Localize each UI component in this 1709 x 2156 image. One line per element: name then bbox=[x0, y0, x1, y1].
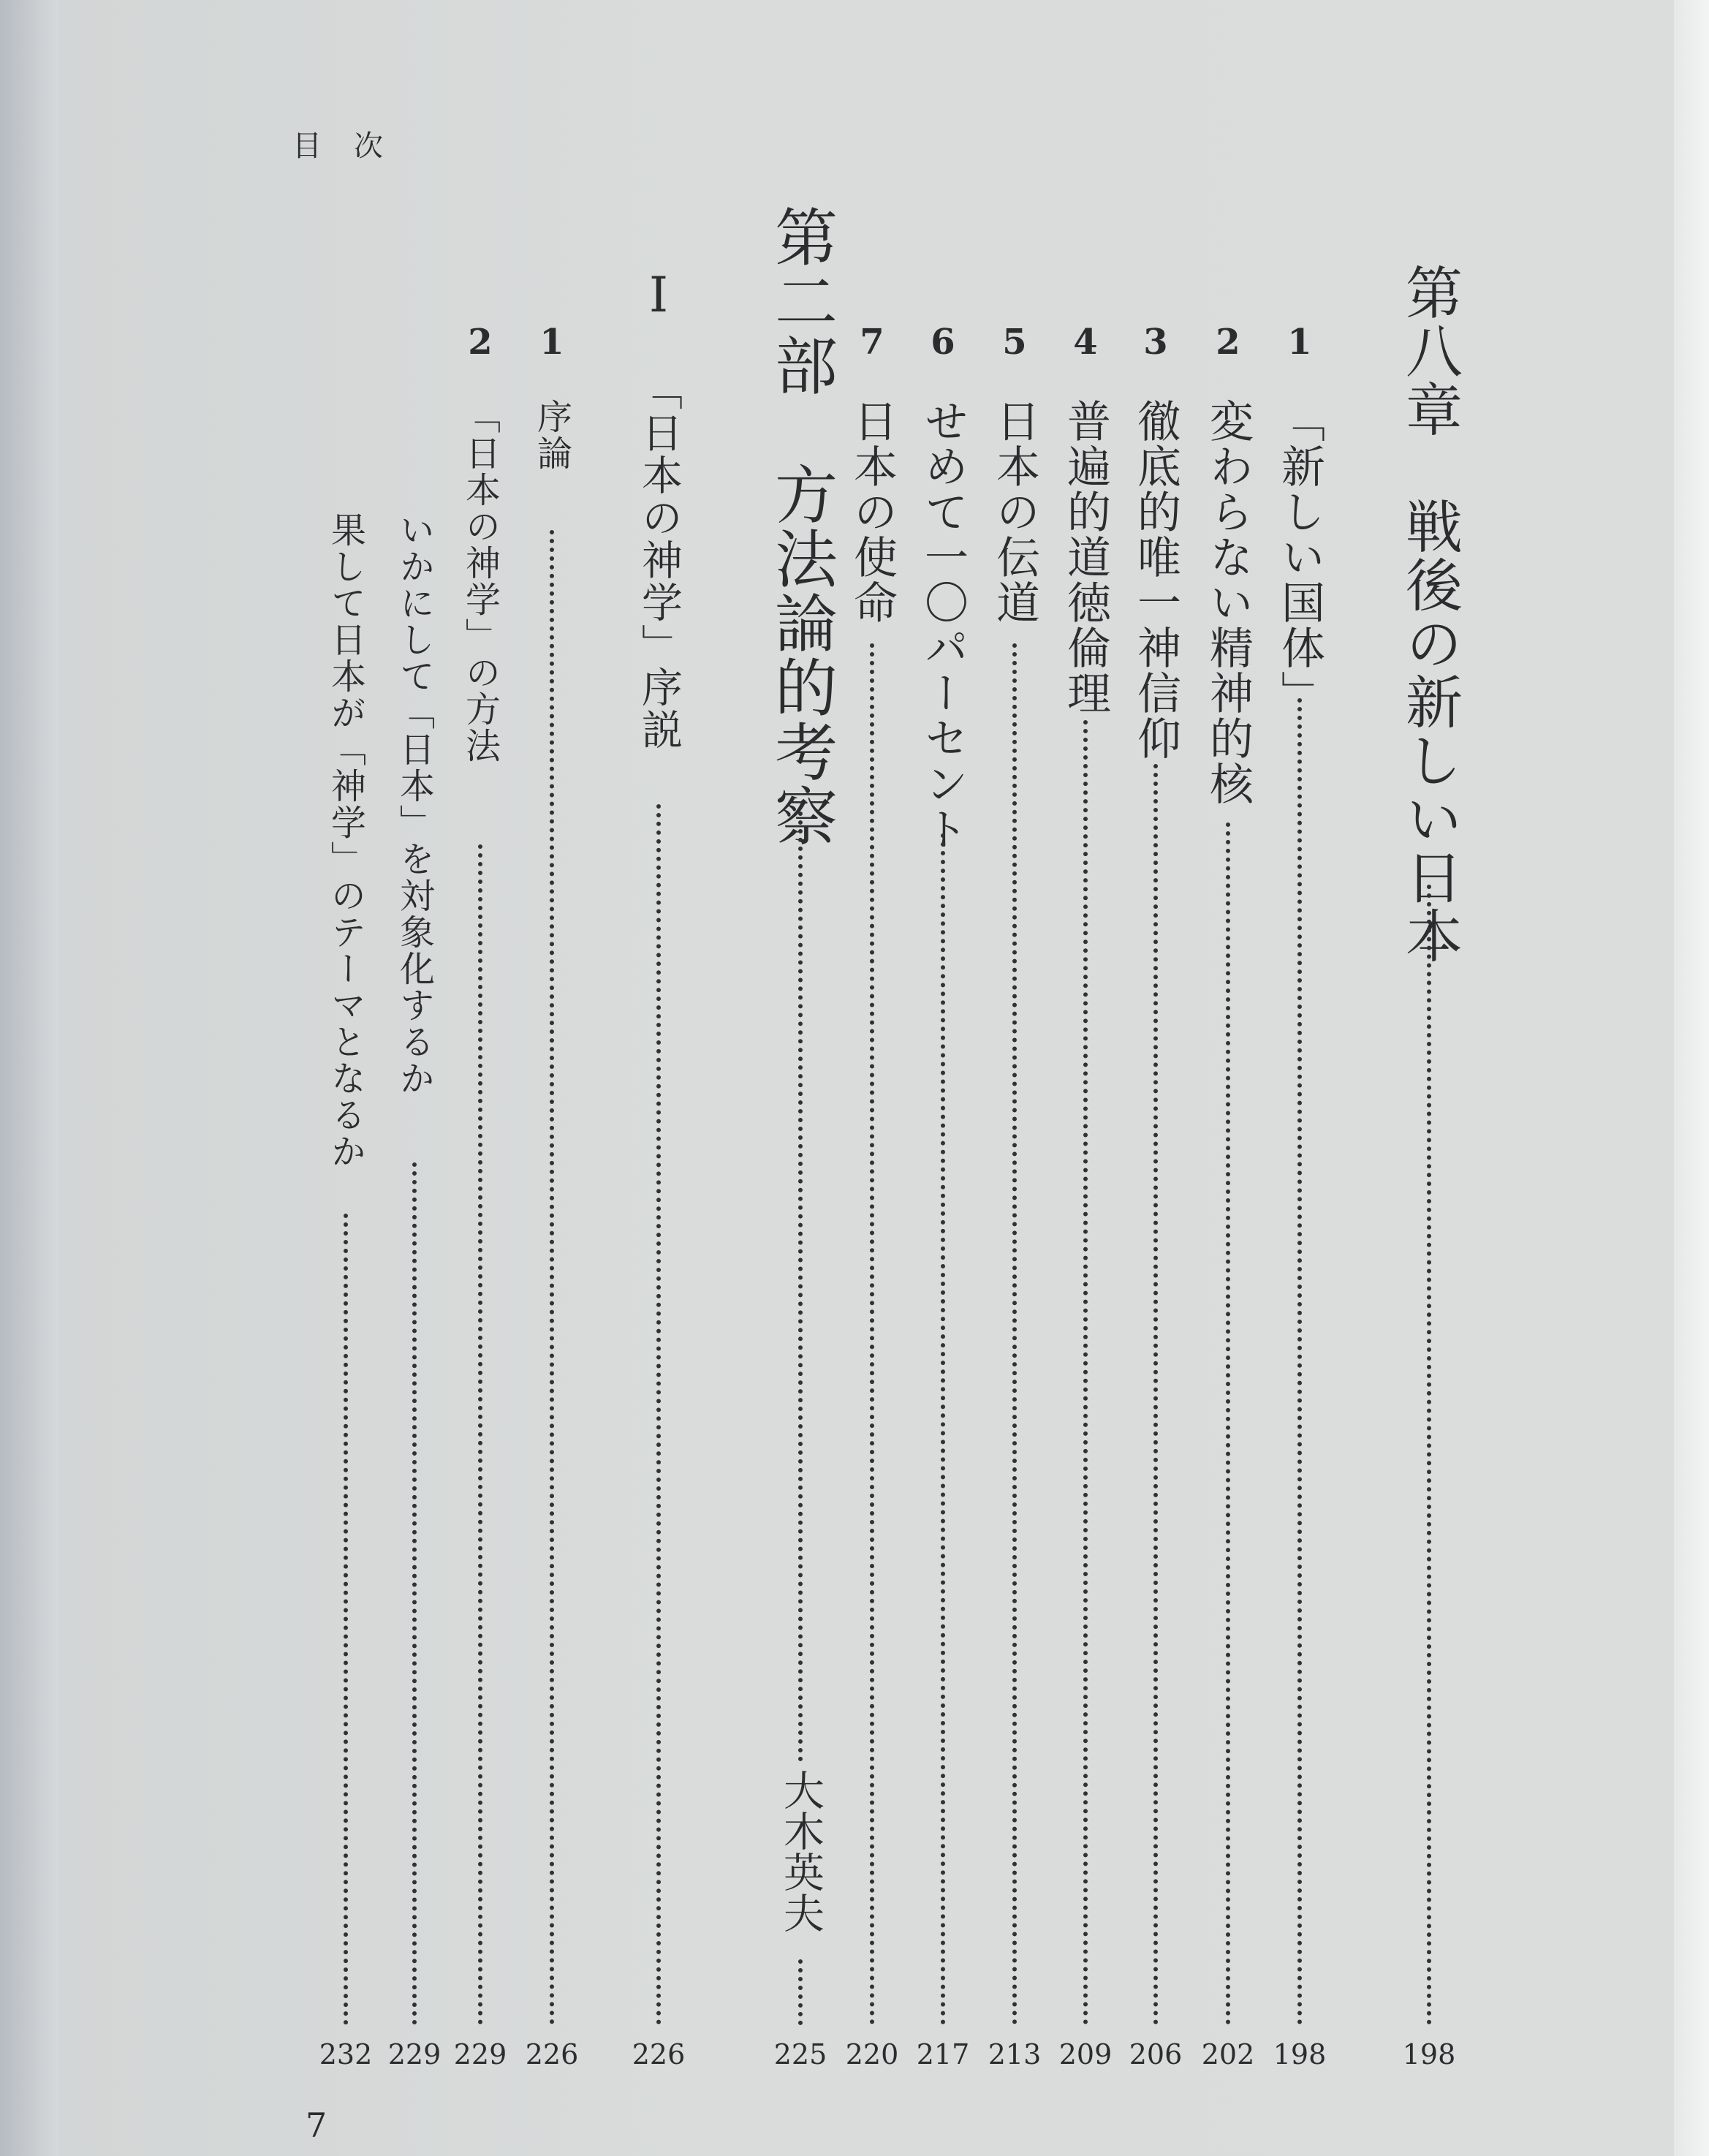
toc-section-number: I bbox=[648, 267, 669, 323]
toc-entry-title: いかにして「日本」を対象化するか bbox=[393, 512, 435, 1097]
toc-sub-entry-2[interactable] bbox=[306, 0, 386, 2156]
toc-leader-dots bbox=[1012, 643, 1017, 2025]
page-edge bbox=[0, 0, 58, 2156]
page-number: 7 bbox=[306, 2106, 327, 2145]
toc-entry-number: 1 bbox=[539, 322, 564, 363]
toc-entry-5[interactable] bbox=[974, 0, 1055, 2156]
toc-entry-6[interactable] bbox=[903, 0, 983, 2156]
running-header: 目 次 bbox=[292, 129, 384, 163]
toc-section-page: 226 bbox=[632, 2038, 686, 2070]
toc-leader-dots bbox=[478, 844, 482, 2025]
toc-entry-page: 226 bbox=[525, 2038, 579, 2070]
toc-part-page: 225 bbox=[773, 2038, 827, 2070]
toc-entry-page: 209 bbox=[1058, 2038, 1113, 2070]
toc-entry-page: 217 bbox=[916, 2038, 970, 2070]
toc-leader-dots bbox=[412, 1162, 417, 2025]
toc-chapter[interactable] bbox=[1389, 0, 1469, 2156]
toc-entry-title: 変わらない精神的核 bbox=[1202, 398, 1254, 806]
toc-entry-title: 日本の伝道 bbox=[989, 398, 1040, 625]
toc-entry-page: 198 bbox=[1273, 2038, 1327, 2070]
toc-entry-number: 5 bbox=[1002, 322, 1027, 363]
toc-part-title: 第二部 方法論的考察 bbox=[764, 205, 837, 848]
toc-entry-4[interactable] bbox=[1045, 0, 1126, 2156]
toc-entry-title: 「日本の神学」の方法 bbox=[459, 398, 501, 764]
toc-leader-dots bbox=[550, 530, 554, 2025]
toc-leader-dots bbox=[1427, 885, 1431, 2025]
toc-entry-page: 220 bbox=[845, 2038, 899, 2070]
toc-entry-title: 果して日本が「神学」のテーマとなるか bbox=[325, 512, 366, 1170]
toc-entry-1[interactable] bbox=[1259, 0, 1340, 2156]
toc-entry-title: せめて一〇パーセント bbox=[917, 398, 969, 852]
toc-entry-2[interactable] bbox=[1188, 0, 1268, 2156]
toc-leader-dots bbox=[1083, 720, 1088, 2025]
toc-entry-title: 「新しい国体」 bbox=[1274, 398, 1325, 716]
toc-entry-number: 3 bbox=[1143, 322, 1168, 363]
toc-entry-number: 1 bbox=[1287, 322, 1312, 363]
toc-part-author: 大木英夫 bbox=[777, 1769, 825, 1933]
toc-sub-entry-1[interactable] bbox=[374, 0, 455, 2156]
toc-entry-page: 229 bbox=[453, 2038, 507, 2070]
toc-entry-page: 232 bbox=[319, 2038, 373, 2070]
toc-entry-page: 206 bbox=[1129, 2038, 1183, 2070]
toc-entry-number: 6 bbox=[931, 322, 955, 363]
toc-section-title: 「日本の神学」序説 bbox=[635, 369, 683, 751]
toc-leader-dots bbox=[798, 1959, 803, 2025]
toc-section-entry-1[interactable] bbox=[512, 0, 592, 2156]
toc-entry-title: 徹底的唯一神信仰 bbox=[1130, 398, 1181, 761]
toc-entry-title: 日本の使命 bbox=[846, 398, 898, 625]
toc-leader-dots bbox=[1297, 698, 1302, 2025]
page-right-margin bbox=[1674, 0, 1709, 2156]
toc-leader-dots bbox=[344, 1214, 348, 2025]
toc-entry-title: 普遍的道徳倫理 bbox=[1060, 398, 1111, 716]
toc-entry-page: 229 bbox=[387, 2038, 442, 2070]
toc-chapter-title: 第八章 戦後の新しい日本 bbox=[1396, 263, 1462, 965]
toc-entry-page: 213 bbox=[988, 2038, 1042, 2070]
toc-leader-dots bbox=[941, 833, 945, 2025]
toc-entry-number: 2 bbox=[468, 322, 493, 363]
toc-entry-3[interactable] bbox=[1115, 0, 1196, 2156]
toc-entry-number: 7 bbox=[860, 322, 884, 363]
toc-leader-dots bbox=[798, 812, 803, 1762]
toc-entry-title: 序論 bbox=[531, 398, 572, 472]
toc-leader-dots bbox=[656, 804, 661, 2025]
toc-entry-number: 2 bbox=[1216, 322, 1240, 363]
toc-entry-page: 202 bbox=[1201, 2038, 1255, 2070]
toc-leader-dots bbox=[870, 643, 874, 2025]
toc-section[interactable] bbox=[618, 0, 699, 2156]
toc-leader-dots bbox=[1226, 822, 1230, 2025]
toc-entry-number: 4 bbox=[1073, 322, 1098, 363]
toc-leader-dots bbox=[1153, 764, 1158, 2025]
toc-chapter-page: 198 bbox=[1402, 2038, 1456, 2070]
toc-part[interactable] bbox=[760, 0, 841, 2156]
